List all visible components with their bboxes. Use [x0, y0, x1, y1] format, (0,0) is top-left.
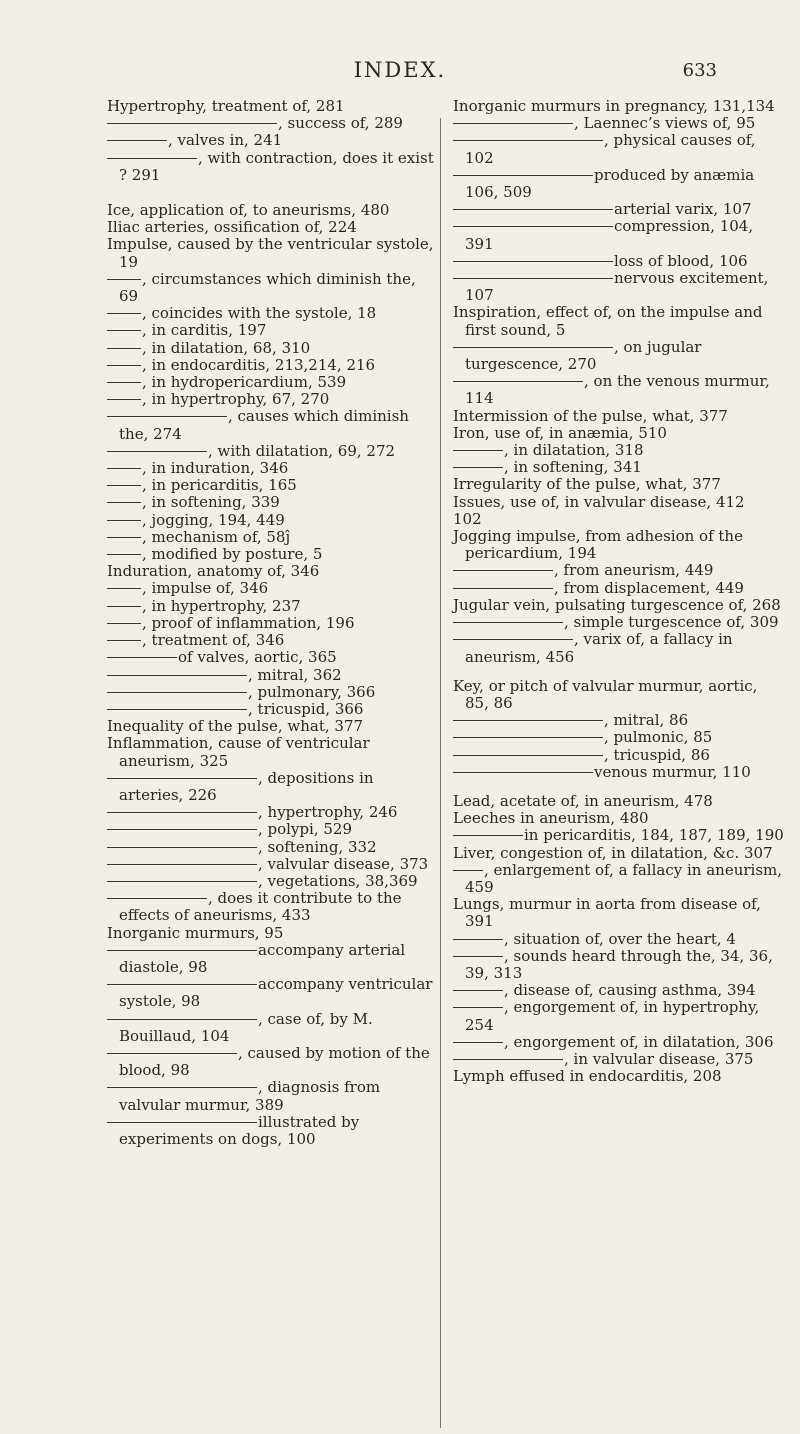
- index-entry: Inorganic murmurs, 95: [107, 923, 284, 942]
- index-entry: , in endocarditis, 213,214, 216: [107, 357, 439, 374]
- index-entry: , tricuspid, 86: [453, 747, 785, 764]
- index-entry: , in dilatation, 68, 310: [107, 340, 439, 357]
- index-entry: , hypertrophy, 246: [107, 804, 439, 821]
- index-entry: , physical causes of, 102: [453, 132, 785, 166]
- index-entry: Ice, application of, to aneurisms, 480: [107, 201, 390, 220]
- index-entry: , does it contribute to the effects of aneurisms, 433: [107, 890, 439, 924]
- right-column: [453, 98, 785, 1085]
- index-entry: , in valvular disease, 375: [453, 1051, 785, 1068]
- index-entry: Inequality of the pulse, what, 377: [107, 717, 364, 736]
- index-entry: , with dilatation, 69, 272: [107, 443, 439, 460]
- index-entry: Inspiration, effect of, on the impulse and first sound, 5: [453, 303, 763, 339]
- index-entry: , sounds heard through the, 34, 36, 39, 313: [453, 948, 785, 982]
- column-divider: [440, 118, 441, 1428]
- index-entry: , simple turgescence of, 309: [453, 614, 785, 631]
- index-entry: , vegetations, 38,369: [107, 873, 439, 890]
- index-entry: , in hypertrophy, 67, 270: [107, 391, 439, 408]
- index-entry: , mitral, 362: [107, 667, 439, 684]
- index-entry: , jogging, 194, 449: [107, 512, 439, 529]
- index-entry: , engorgement of, in hypertrophy, 254: [453, 999, 785, 1033]
- index-entry: , in hypertrophy, 237: [107, 598, 439, 615]
- index-entry: Key, or pitch of valvular murmur, aortic, 85, 86: [453, 676, 758, 712]
- index-entry: Liver, congestion of, in dilatation, &c. 307: [453, 843, 773, 862]
- index-entry: , softening, 332: [107, 839, 439, 856]
- index-entry: , Laennec’s views of, 95: [453, 115, 785, 132]
- index-entry: compression, 104, 391: [453, 218, 785, 252]
- index-entry: , mitral, 86: [453, 712, 785, 729]
- index-entry: , with contraction, does it exist ? 291: [107, 150, 439, 184]
- index-entry: , tricuspid, 366: [107, 701, 439, 718]
- index-entry: , mechanism of, 58ĵ: [107, 529, 439, 546]
- index-entry: , in softening, 341: [453, 459, 785, 476]
- index-entry: , in carditis, 197: [107, 322, 439, 339]
- index-entry: nervous excitement, 107: [453, 270, 785, 304]
- index-entry: , causes which diminish the, 274: [107, 408, 439, 442]
- index-entry: Induration, anatomy of, 346: [107, 562, 320, 581]
- index-entry: Impulse, caused by the ventricular systole, 19: [107, 235, 434, 271]
- index-entry: 102: [453, 509, 482, 528]
- index-entry: Leeches in aneurism, 480: [453, 809, 649, 828]
- page-header: [0, 58, 800, 84]
- index-entry: , in pericarditis, 165: [107, 477, 439, 494]
- index-entry: Hypertrophy, treatment of, 281: [107, 97, 345, 115]
- index-entry: Iron, use of, in anæmia, 510: [453, 423, 667, 442]
- index-entry: Irregularity of the pulse, what, 377: [453, 475, 721, 494]
- index-entry: , valvular disease, 373: [107, 856, 439, 873]
- index-entry: , success of, 289: [107, 115, 439, 132]
- index-entry: , depositions in arteries, 226: [107, 770, 439, 804]
- index-entry: produced by anæmia 106, 509: [453, 167, 785, 201]
- index-entry: Lymph effused in endocarditis, 208: [453, 1067, 722, 1086]
- index-entry: , coincides with the systole, 18: [107, 305, 439, 322]
- index-entry: Intermission of the pulse, what, 377: [453, 406, 728, 425]
- index-entry: , valves in, 241: [107, 132, 439, 149]
- index-entry: , enlargement of, a fallacy in aneurism, 459: [453, 862, 785, 896]
- index-entry: Lead, acetate of, in aneurism, 478: [453, 791, 713, 810]
- index-entry: accompany ventricular systole, 98: [107, 976, 439, 1010]
- index-entry: , varix of, a fallacy in aneurism, 456: [453, 631, 785, 665]
- index-entry: venous murmur, 110: [453, 764, 785, 781]
- index-entry: , circumstances which diminish the, 69: [107, 271, 439, 305]
- index-entry: Jugular vein, pulsating turgescence of, 268: [453, 595, 781, 614]
- index-entry: Lungs, murmur in aorta from disease of, 391: [453, 895, 761, 931]
- index-entry: , diagnosis from valvular murmur, 389: [107, 1079, 439, 1113]
- left-column: [107, 98, 439, 1148]
- index-entry: , on the venous murmur, 114: [453, 373, 785, 407]
- index-entry: , in induration, 346: [107, 460, 439, 477]
- index-entry: , engorgement of, in dilatation, 306: [453, 1034, 785, 1051]
- index-entry: , case of, by M. Bouillaud, 104: [107, 1011, 439, 1045]
- index-entry: , modified by posture, 5: [107, 546, 439, 563]
- index-entry: Iliac arteries, ossification of, 224: [107, 218, 357, 237]
- index-entry: in pericarditis, 184, 187, 189, 190: [453, 827, 785, 844]
- index-entry: Inorganic murmurs in pregnancy, 131,134: [453, 97, 775, 115]
- index-entry: illustrated by experiments on dogs, 100: [107, 1114, 439, 1148]
- index-entry: , pulmonic, 85: [453, 729, 785, 746]
- index-entry: , polypi, 529: [107, 821, 439, 838]
- index-entry: , on jugular turgescence, 270: [453, 339, 785, 373]
- index-entry: Jogging impulse, from adhesion of the pericardium, 194: [453, 527, 743, 563]
- index-entry: loss of blood, 106: [453, 253, 785, 270]
- index-entry: , from displacement, 449: [453, 580, 785, 597]
- index-entry: , situation of, over the heart, 4: [453, 931, 785, 948]
- index-entry: accompany arterial diastole, 98: [107, 942, 439, 976]
- index-entry: , pulmonary, 366: [107, 684, 439, 701]
- index-entry: , proof of inflammation, 196: [107, 615, 439, 632]
- page-title: INDEX.: [353, 58, 447, 82]
- index-entry: arterial varix, 107: [453, 201, 785, 218]
- index-entry: , disease of, causing asthma, 394: [453, 982, 785, 999]
- index-entry: , in hydropericardium, 539: [107, 374, 439, 391]
- index-entry: Issues, use of, in valvular disease, 412: [453, 492, 745, 511]
- index-entry: , treatment of, 346: [107, 632, 439, 649]
- index-entry: , in dilatation, 318: [453, 442, 785, 459]
- index-entry: , from aneurism, 449: [453, 562, 785, 579]
- page-number: 633: [682, 60, 717, 81]
- index-entry: of valves, aortic, 365: [107, 649, 439, 666]
- index-entry: , in softening, 339: [107, 494, 439, 511]
- index-entry: Inflammation, cause of ventricular aneurism, 325: [107, 734, 370, 770]
- index-entry: , caused by motion of the blood, 98: [107, 1045, 439, 1079]
- index-entry: , impulse of, 346: [107, 580, 439, 597]
